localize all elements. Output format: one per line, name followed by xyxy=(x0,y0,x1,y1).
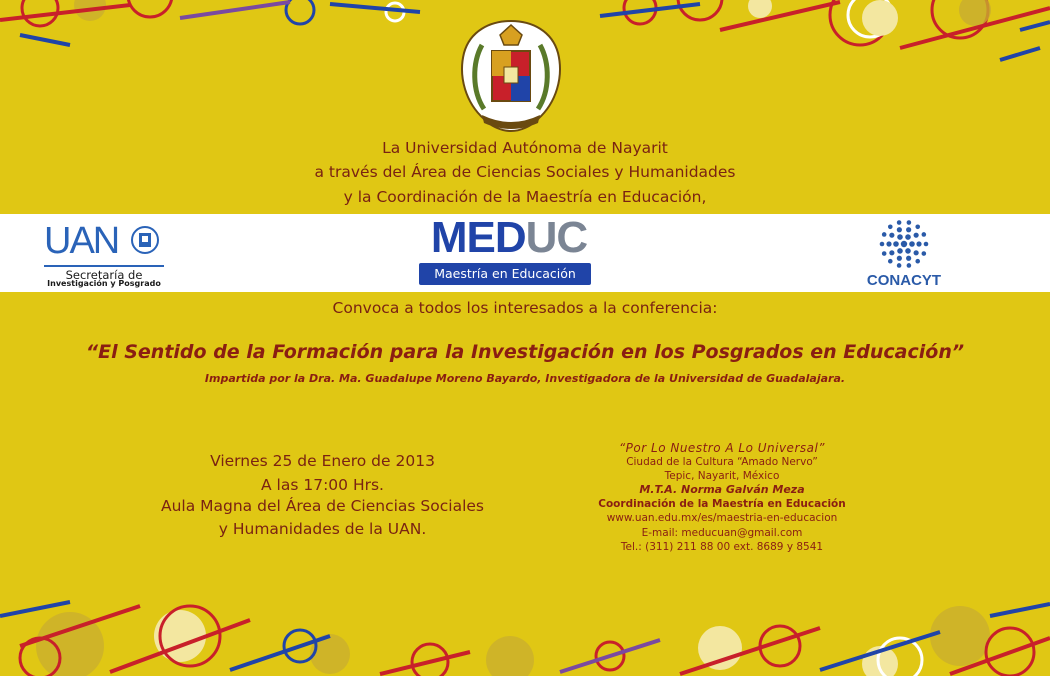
meduc-wordmark-tail: UC xyxy=(525,213,588,262)
uan-logo-line-1: Secretaría de xyxy=(44,265,164,282)
uan-emblem-icon xyxy=(130,225,160,255)
intro-line-3: y la Coordinación de la Maestría en Educación, xyxy=(343,188,707,206)
university-seal-icon xyxy=(452,17,570,135)
contact-email: E-mail: meducuan@gmail.com xyxy=(641,527,803,539)
decorative-bottom-border xyxy=(0,576,1050,676)
contact-city: Ciudad de la Cultura “Amado Nervo” xyxy=(626,456,818,468)
contact-name: M.T.A. Norma Galván Meza xyxy=(639,483,805,496)
uan-logo-wordmark: UAN xyxy=(44,220,119,262)
event-place-line-2: y Humanidades de la UAN. xyxy=(218,520,427,538)
contact-website: www.uan.edu.mx/es/maestria-en-educacion xyxy=(606,512,838,524)
invitation-lead: Convoca a todos los interesados a la conferencia: xyxy=(332,299,718,317)
uan-logo-line-2: Investigación y Posgrado xyxy=(47,279,161,288)
event-time: A las 17:00 Hrs. xyxy=(261,476,384,494)
contact-location: Tepic, Nayarit, México xyxy=(664,470,780,482)
contact-office: Coordinación de la Maestría en Educación xyxy=(598,498,846,510)
meduc-wordmark-main: MED xyxy=(430,213,526,262)
meduc-logo-tagline: Maestría en Educación xyxy=(419,263,591,285)
event-place-line-1: Aula Magna del Área de Ciencias Sociales xyxy=(160,497,484,515)
conacyt-logo-label: CONACYT xyxy=(866,272,942,289)
intro-line-1: La Universidad Autónoma de Nayarit xyxy=(382,139,668,157)
conacyt-dots-icon xyxy=(876,216,932,272)
event-date: Viernes 25 de Enero de 2013 xyxy=(210,452,435,470)
meduc-logo-wordmark xyxy=(426,213,592,262)
conference-speaker: Impartida por la Dra. Ma. Guadalupe Moreno Bayardo, Investigadora de la Universidad de Guadalajara. xyxy=(204,372,846,385)
contact-motto: “Por Lo Nuestro A Lo Universal” xyxy=(618,441,826,455)
contact-phone: Tel.: (311) 211 88 00 ext. 8689 y 8541 xyxy=(620,541,824,553)
conference-title: “El Sentido de la Formación para la Investigación en los Posgrados en Educación” xyxy=(85,341,965,363)
intro-line-2: a través del Área de Ciencias Sociales y Humanidades xyxy=(314,163,736,181)
